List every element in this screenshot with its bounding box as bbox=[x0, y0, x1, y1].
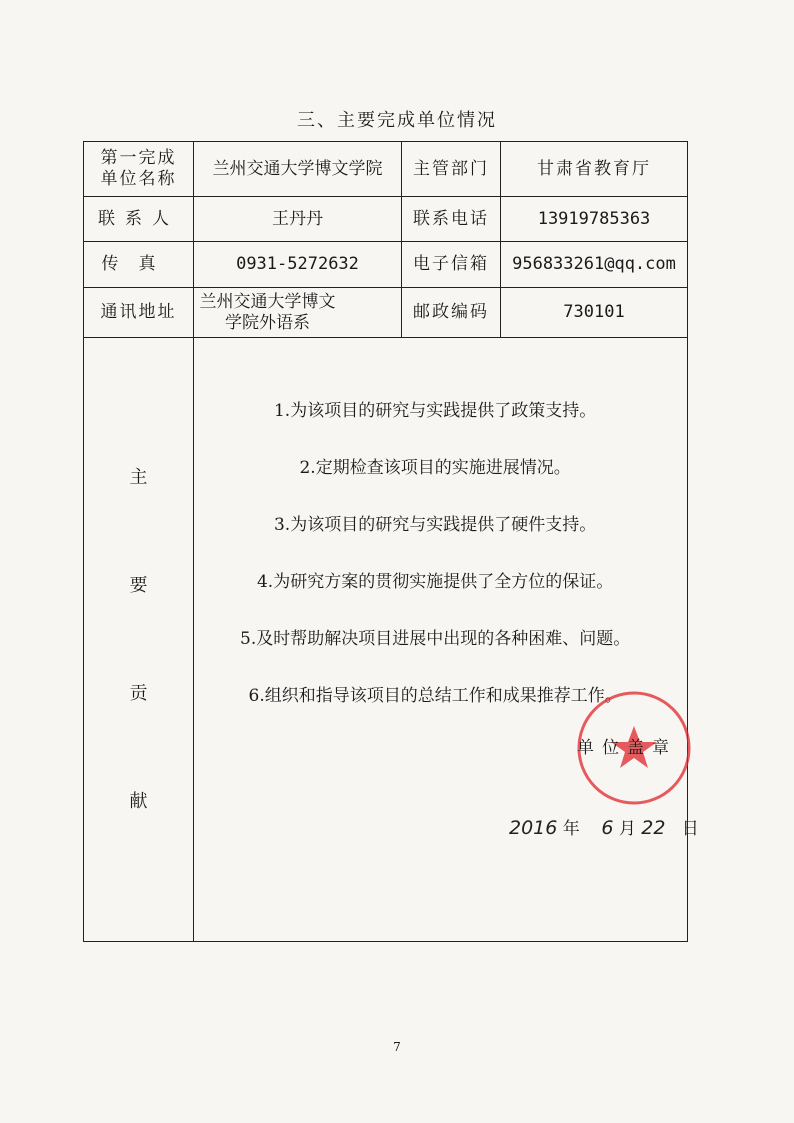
contact-value: 王丹丹 bbox=[194, 197, 402, 242]
fax-value: 0931-5272632 bbox=[194, 242, 402, 288]
dept-label: 主管部门 bbox=[402, 142, 501, 197]
date-year-unit: 年 bbox=[562, 819, 580, 839]
contribution-label bbox=[84, 338, 193, 941]
date-month: 6 bbox=[601, 817, 614, 839]
contribution-item: 3.为该项目的研究与实践提供了硬件支持。 bbox=[273, 515, 597, 535]
contribution-item: 5.及时帮助解决项目进展中出现的各种困难、问题。 bbox=[240, 629, 631, 649]
contribution-content bbox=[194, 338, 699, 942]
contribution-row bbox=[84, 338, 688, 942]
date-month-unit: 月 bbox=[618, 819, 636, 839]
address-row bbox=[84, 288, 688, 338]
date-day-unit: 日 bbox=[681, 819, 699, 839]
fax-row bbox=[84, 242, 688, 288]
contribution-label-cell bbox=[84, 338, 194, 942]
contact-label: 联系人 bbox=[84, 197, 194, 242]
date-year: 2016 bbox=[509, 817, 558, 839]
seal-label: 单位盖章 bbox=[577, 738, 677, 758]
contribution-list bbox=[240, 400, 630, 742]
fax-label: 传真 bbox=[84, 242, 194, 288]
date bbox=[509, 818, 699, 840]
phone-value: 13919785363 bbox=[501, 197, 688, 242]
contribution-label-char: 贡 bbox=[129, 682, 148, 704]
contribution-item: 4.为研究方案的贯彻实施提供了全方位的保证。 bbox=[256, 572, 614, 592]
unit-row bbox=[84, 142, 688, 197]
unit-label: 第一完成单位名称 bbox=[84, 142, 194, 197]
postcode-value: 730101 bbox=[501, 288, 688, 338]
address-label: 通讯地址 bbox=[84, 288, 194, 338]
contribution-item: 1.为该项目的研究与实践提供了政策支持。 bbox=[273, 401, 597, 421]
contribution-item: 2.定期检查该项目的实施进展情况。 bbox=[299, 458, 571, 478]
contact-row bbox=[84, 197, 688, 242]
dept-value: 甘肃省教育厅 bbox=[501, 142, 688, 197]
email-value: 956833261@qq.com bbox=[501, 242, 688, 288]
email-label: 电子信箱 bbox=[402, 242, 501, 288]
address-value: 兰州交通大学博文学院外语系 bbox=[194, 288, 402, 338]
date-day: 22 bbox=[641, 817, 666, 839]
page-title: 三、主要完成单位情况 bbox=[297, 110, 497, 131]
contribution-label-char: 主 bbox=[129, 466, 148, 488]
contribution-label-char: 要 bbox=[129, 574, 148, 596]
unit-value: 兰州交通大学博文学院 bbox=[194, 142, 402, 197]
contribution-item: 6.组织和指导该项目的总结工作和成果推荐工作。 bbox=[248, 686, 622, 706]
phone-label: 联系电话 bbox=[402, 197, 501, 242]
page-number: 7 bbox=[393, 1040, 401, 1054]
contribution-label-char: 献 bbox=[129, 790, 148, 812]
postcode-label: 邮政编码 bbox=[402, 288, 501, 338]
unit-info-table bbox=[83, 141, 699, 942]
